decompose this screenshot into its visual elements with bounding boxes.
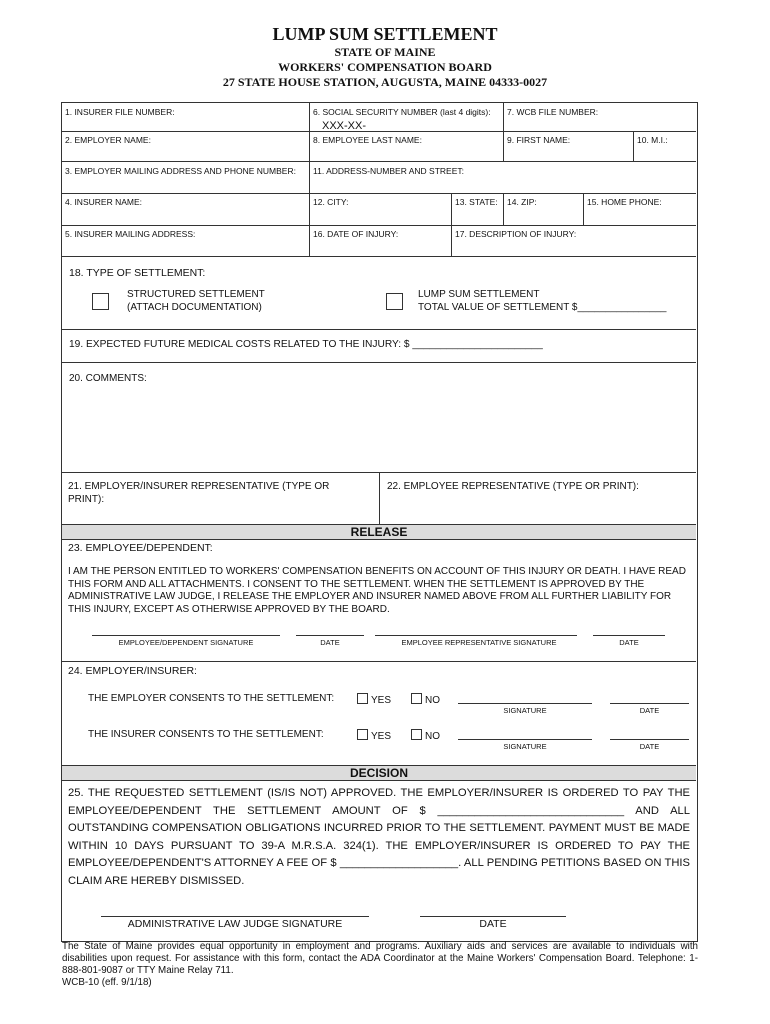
insurer-name-field[interactable]: 4. INSURER NAME: — [65, 197, 142, 207]
decision-heading: DECISION — [62, 765, 696, 781]
board-address: 27 STATE HOUSE STATION, AUGUSTA, MAINE 04333-0027 — [222, 75, 548, 89]
street-address-field[interactable]: 11. ADDRESS-NUMBER AND STREET: — [313, 166, 464, 176]
date-of-injury-field[interactable]: 16. DATE OF INJURY: — [313, 229, 399, 239]
employer-consent-no[interactable] — [411, 693, 440, 706]
insurer-no-label: NO — [425, 731, 440, 742]
insurer-yes-checkbox[interactable] — [357, 729, 368, 740]
board-name: WORKERS' COMPENSATION BOARD — [278, 60, 492, 74]
insurer-consent-label: THE INSURER CONSENTS TO THE SETTLEMENT: — [88, 729, 324, 740]
structured-settlement-note: (ATTACH DOCUMENTATION) — [127, 302, 262, 313]
alj-date-caption: DATE — [479, 918, 507, 930]
alj-signature-line[interactable] — [101, 916, 369, 917]
insurer-yes-label: YES — [371, 731, 392, 742]
release-heading: RELEASE — [62, 524, 696, 540]
employee-date-caption: DATE — [320, 638, 340, 647]
employee-date-line[interactable] — [296, 635, 364, 636]
insurer-no-checkbox[interactable] — [411, 729, 422, 740]
injury-description-field[interactable]: 17. DESCRIPTION OF INJURY: — [455, 229, 577, 239]
employer-yes-checkbox[interactable] — [357, 693, 368, 704]
employee-rep-signature-caption: EMPLOYEE REPRESENTATIVE SIGNATURE — [401, 638, 557, 647]
insurer-date-line[interactable] — [610, 739, 689, 740]
wcb-file-number-field[interactable]: 7. WCB FILE NUMBER: — [507, 107, 599, 117]
employer-address-field[interactable]: 3. EMPLOYER MAILING ADDRESS AND PHONE NUMBER: — [65, 166, 296, 176]
employee-signature-caption: EMPLOYEE/DEPENDENT SIGNATURE — [118, 638, 254, 647]
zip-field[interactable]: 14. ZIP: — [507, 197, 537, 207]
insurer-signature-caption: SIGNATURE — [503, 742, 547, 751]
release-statement: I AM THE PERSON ENTITLED TO WORKERS' COMPENSATION BENEFITS ON ACCOUNT OF THIS INJURY OR DEATH. I HAVE READ THIS FORM AND ALL ATTACHMENTS. I CONSENT TO THE SETTLEMENT. WHEN THE SETTLEMENT IS APPROVED BY THE ADMINISTRATIVE LAW JUDGE, I RELEASE THE EMPLOYER AND INSURER NAMED ABOVE FROM ALL FURTHER LIABILITY FOR THIS INJURY, EXCEPT AS OTHERWISE APPROVED BY THE BOARD. — [68, 566, 686, 615]
lump-sum-settlement-checkbox[interactable] — [386, 293, 403, 310]
middle-initial-field[interactable]: 10. M.I.: — [637, 135, 668, 145]
home-phone-field[interactable]: 15. HOME PHONE: — [587, 197, 662, 207]
employer-signature-caption: SIGNATURE — [503, 706, 547, 715]
employee-rep-signature-line[interactable] — [375, 635, 577, 636]
city-field[interactable]: 12. CITY: — [313, 197, 349, 207]
employee-signature-line[interactable] — [92, 635, 280, 636]
insurer-date-caption: DATE — [639, 742, 660, 751]
decision-statement: 25. THE REQUESTED SETTLEMENT (IS/IS NOT) APPROVED. THE EMPLOYER/INSURER IS ORDERED TO PAY THE EMPLOYEE/DEPENDENT THE SETTLEMENT AMOUNT OF $ ______________________________ AND ALL OUTSTANDING COMPENSATION OBLIGATIONS INCURRED PRIOR TO THE SETTLEMENT. PAYMENT MUST BE MADE WITHIN 10 DAYS PURSUANT TO 39-A M.R.S.A. 324(1). THE EMPLOYER/INSURER IS ORDERED TO PAY THE EMPLOYEE/DEPENDENT'S ATTORNEY A FEE OF $ ___________________. ALL PENDING PETITIONS BASED ON THIS CLAIM ARE HEREBY DISMISSED. — [68, 787, 690, 887]
ssn-value: XXX-XX- — [322, 120, 367, 132]
form-id: WCB-10 (eff. 9/1/18) — [62, 977, 152, 988]
rep-date-caption: DATE — [619, 638, 639, 647]
alj-date-line[interactable] — [420, 916, 566, 917]
employer-date-caption: DATE — [639, 706, 660, 715]
employer-insurer-heading: 24. EMPLOYER/INSURER: — [68, 665, 197, 677]
employee-last-name-field[interactable]: 8. EMPLOYEE LAST NAME: — [313, 135, 422, 145]
employer-consent-label: THE EMPLOYER CONSENTS TO THE SETTLEMENT: — [88, 693, 335, 704]
employer-no-label: NO — [425, 695, 440, 706]
employee-representative-field[interactable]: 22. EMPLOYEE REPRESENTATIVE (TYPE OR PRINT): — [387, 481, 639, 492]
state-field[interactable]: 13. STATE: — [455, 197, 498, 207]
employer-yes-label: YES — [371, 695, 392, 706]
employer-representative-field[interactable]: 21. EMPLOYER/INSURER REPRESENTATIVE (TYPE OR PRINT): — [68, 481, 330, 505]
state-name: STATE OF MAINE — [334, 45, 436, 59]
employer-name-field[interactable]: 2. EMPLOYER NAME: — [65, 135, 151, 145]
alj-signature-caption: ADMINISTRATIVE LAW JUDGE SIGNATURE — [127, 918, 343, 930]
total-value-field[interactable]: TOTAL VALUE OF SETTLEMENT $________________ — [418, 302, 667, 313]
settlement-type-heading: 18. TYPE OF SETTLEMENT: — [69, 267, 206, 279]
employer-date-line[interactable] — [610, 703, 689, 704]
structured-settlement-checkbox[interactable] — [92, 293, 109, 310]
employer-no-checkbox[interactable] — [411, 693, 422, 704]
insurer-mailing-address-field[interactable]: 5. INSURER MAILING ADDRESS: — [65, 229, 196, 239]
ssn-field[interactable]: 6. SOCIAL SECURITY NUMBER (last 4 digits): — [313, 107, 491, 117]
future-medical-costs-field[interactable]: 19. EXPECTED FUTURE MEDICAL COSTS RELATED TO THE INJURY: $ _______________________ — [69, 339, 543, 350]
employer-signature-line[interactable] — [458, 703, 592, 704]
insurer-consent-yes[interactable] — [357, 729, 391, 742]
first-name-field[interactable]: 9. FIRST NAME: — [507, 135, 571, 145]
employee-dependent-heading: 23. EMPLOYEE/DEPENDENT: — [68, 542, 213, 554]
form-title: LUMP SUM SETTLEMENT — [272, 24, 498, 44]
comments-field[interactable]: 20. COMMENTS: — [69, 373, 147, 384]
rep-date-line[interactable] — [593, 635, 665, 636]
ada-notice: The State of Maine provides equal opportunity in employment and programs. Auxiliary aids and services are available to individuals with disabilities upon request. For assistance with this form, contact the ADA Coordinator at the Maine Workers' Compensation Board. Telephone: 1-888-801-9087 or TTY Maine Relay 711. — [62, 941, 698, 976]
lump-sum-settlement-label: LUMP SUM SETTLEMENT — [418, 289, 540, 300]
employer-consent-yes[interactable] — [357, 693, 391, 706]
structured-settlement-label: STRUCTURED SETTLEMENT — [127, 289, 265, 300]
insurer-file-number-field[interactable]: 1. INSURER FILE NUMBER: — [65, 107, 175, 117]
insurer-consent-no[interactable] — [411, 729, 440, 742]
insurer-signature-line[interactable] — [458, 739, 592, 740]
